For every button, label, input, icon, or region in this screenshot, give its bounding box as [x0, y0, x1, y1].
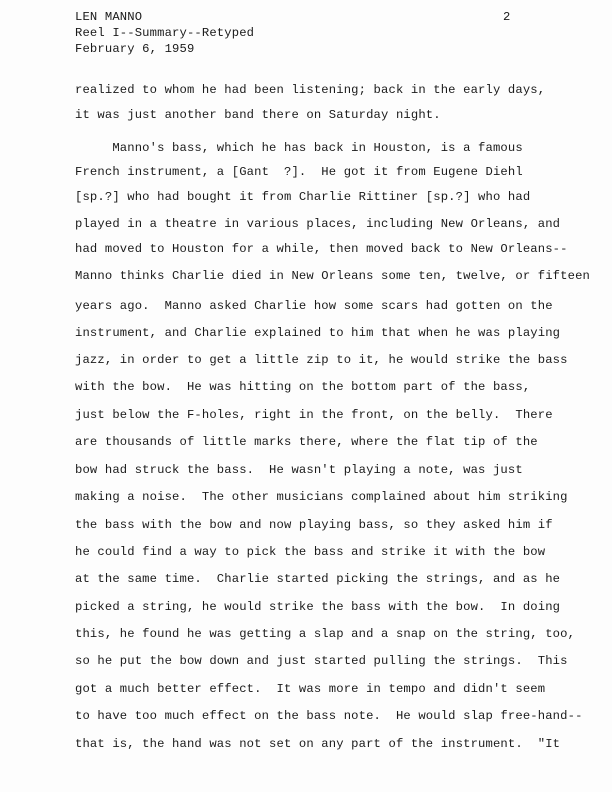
text-line: this, he found he was getting a slap and a snap on the string, too, — [75, 627, 576, 641]
text-line: jazz, in order to get a little zip to it, he would strike the bass — [75, 353, 568, 367]
text-line: so he put the bow down and just started pulling the strings. This — [75, 654, 568, 668]
header-name: LEN MANNO — [75, 10, 143, 24]
text-line: French instrument, a [Gant ?]. He got it from Eugene Diehl — [75, 165, 523, 179]
text-line: played in a theatre in various places, including New Orleans, and — [75, 217, 561, 231]
text-line: to have too much effect on the bass note. He would slap free-hand-- — [75, 709, 583, 723]
text-line: that is, the hand was not set on any part of the instrument. "It — [75, 737, 561, 751]
text-line: [sp.?] who had bought it from Charlie Rittiner [sp.?] who had — [75, 190, 531, 204]
text-line: at the same time. Charlie started picking the strings, and as he — [75, 572, 561, 586]
text-line: realized to whom he had been listening; back in the early days, — [75, 83, 546, 97]
text-line: got a much better effect. It was more in tempo and didn't seem — [75, 682, 546, 696]
text-line: it was just another band there on Saturday night. — [75, 108, 441, 122]
text-line: are thousands of little marks there, where the flat tip of the — [75, 435, 538, 449]
header-date: February 6, 1959 — [75, 42, 195, 56]
text-line: making a noise. The other musicians complained about him striking — [75, 490, 568, 504]
header-reel: Reel I--Summary--Retyped — [75, 26, 255, 40]
text-line: Manno's bass, which he has back in Houston, is a famous — [75, 141, 523, 155]
text-line: picked a string, he would strike the bass with the bow. In doing — [75, 600, 561, 614]
text-line: Manno thinks Charlie died in New Orleans some ten, twelve, or fifteen — [75, 269, 590, 283]
text-line: bow had struck the bass. He wasn't playing a note, was just — [75, 463, 523, 477]
text-line: with the bow. He was hitting on the bottom part of the bass, — [75, 380, 531, 394]
text-line: the bass with the bow and now playing bass, so they asked him if — [75, 518, 553, 532]
text-line: years ago. Manno asked Charlie how some scars had gotten on the — [75, 299, 553, 313]
text-line: instrument, and Charlie explained to him that when he was playing — [75, 326, 561, 340]
text-line: he could find a way to pick the bass and strike it with the bow — [75, 545, 546, 559]
text-line: had moved to Houston for a while, then moved back to New Orleans-- — [75, 242, 568, 256]
page-number: 2 — [503, 10, 511, 24]
text-line: just below the F-holes, right in the front, on the belly. There — [75, 408, 553, 422]
